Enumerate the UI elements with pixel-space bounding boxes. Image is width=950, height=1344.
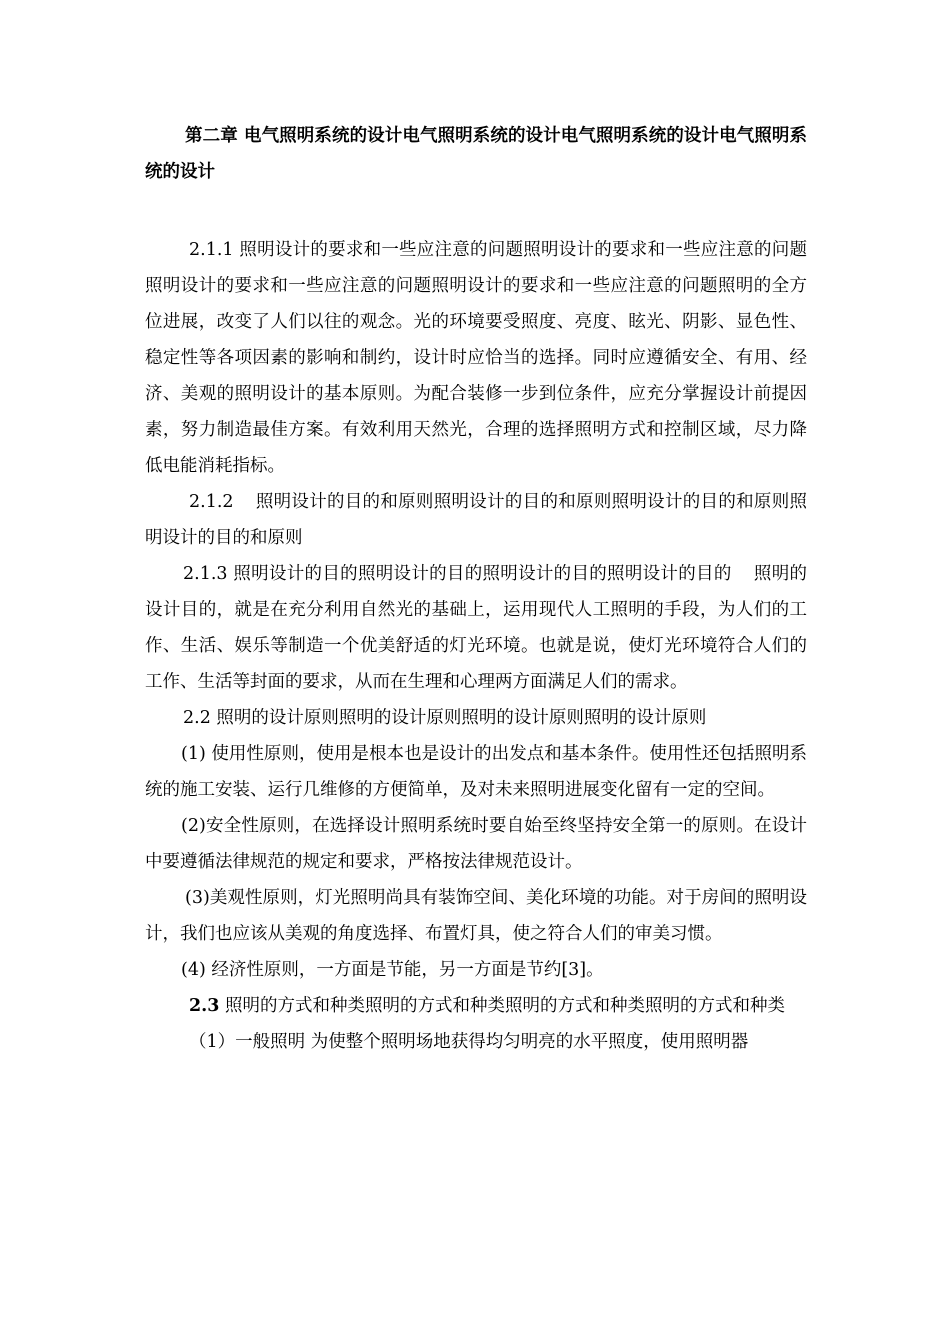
general-lighting-paragraph: （1）一般照明 为使整个照明场地获得均匀明亮的水平照度，使用照明器 [189, 1032, 749, 1052]
principle-4-paragraph: (4) 经济性原则，一方面是节能，另一方面是节约[3]。 [181, 960, 604, 980]
section-2-1-3-paragraph [145, 556, 807, 700]
section-2-1-2-text: 照明设计的目的和原则照明设计的目的和原则照明设计的目的和原则照明设计的目的和原则 [145, 492, 807, 548]
principle-2-paragraph: (2)安全性原则，在选择设计照明系统时要自始至终坚持安全第一的原则。在设计中要遵循法律规范的规定和要求，严格按法律规范设计。 [145, 816, 807, 872]
section-2-1-3-heading: 2.1.3 照明设计的目的照明设计的目的照明设计的目的照明设计的目的 [183, 564, 732, 584]
section-2-3-text: 照明的方式和种类照明的方式和种类照明的方式和种类照明的方式和种类 [219, 996, 786, 1016]
section-2-2-heading: 2.2 照明的设计原则照明的设计原则照明的设计原则照明的设计原则 [183, 708, 707, 728]
chapter-title: 第二章 电气照明系统的设计电气照明系统的设计电气照明系统的设计电气照明系统的设计 [145, 126, 807, 182]
principle-3-paragraph: (3)美观性原则，灯光照明尚具有装饰空间、美化环境的功能。对于房间的照明设计，我们也应该从美观的角度选择、布置灯具，使之符合人们的审美习惯。 [145, 888, 807, 944]
section-2-1-3-text: 照明的设计目的，就是在充分利用自然光的基础上，运用现代人工照明的手段，为人们的工作、生活、娱乐等制造一个优美舒适的灯光环境。也就是说，使灯光环境符合人们的工作、生活等封面的要求，从而在生理和心理两方面满足人们的需求。 [145, 564, 808, 692]
section-2-1-2-number: 2.1.2 [189, 492, 234, 512]
section-2-3-heading [145, 988, 807, 1024]
principle-1-paragraph: (1) 使用性原则，使用是根本也是设计的出发点和基本条件。使用性还包括照明系统的施工安装、运行几维修的方便简单，及对未来照明进展变化留有一定的空间。 [145, 744, 807, 800]
document-page [145, 118, 807, 1060]
section-2-3-number: 2.3 [189, 996, 220, 1016]
section-2-1-2-paragraph [145, 484, 807, 556]
section-2-1-1-paragraph: 2.1.1 照明设计的要求和一些应注意的问题照明设计的要求和一些应注意的问题照明设计的要求和一些应注意的问题照明设计的要求和一些应注意的问题照明的全方位进展，改变了人们以往的观念。光的环境要受照度、亮度、眩光、阴影、显色性、稳定性等各项因素的影响和制约，设计时应恰当的选择。同时应遵循安全、有用、经济、美观的照明设计的基本原则。为配合装修一步到位条件，应充分掌握设计前提因素，努力制造最佳方案。有效利用天然光，合理的选择照明方式和控制区域，尽力降低电能消耗指标。 [145, 240, 807, 476]
